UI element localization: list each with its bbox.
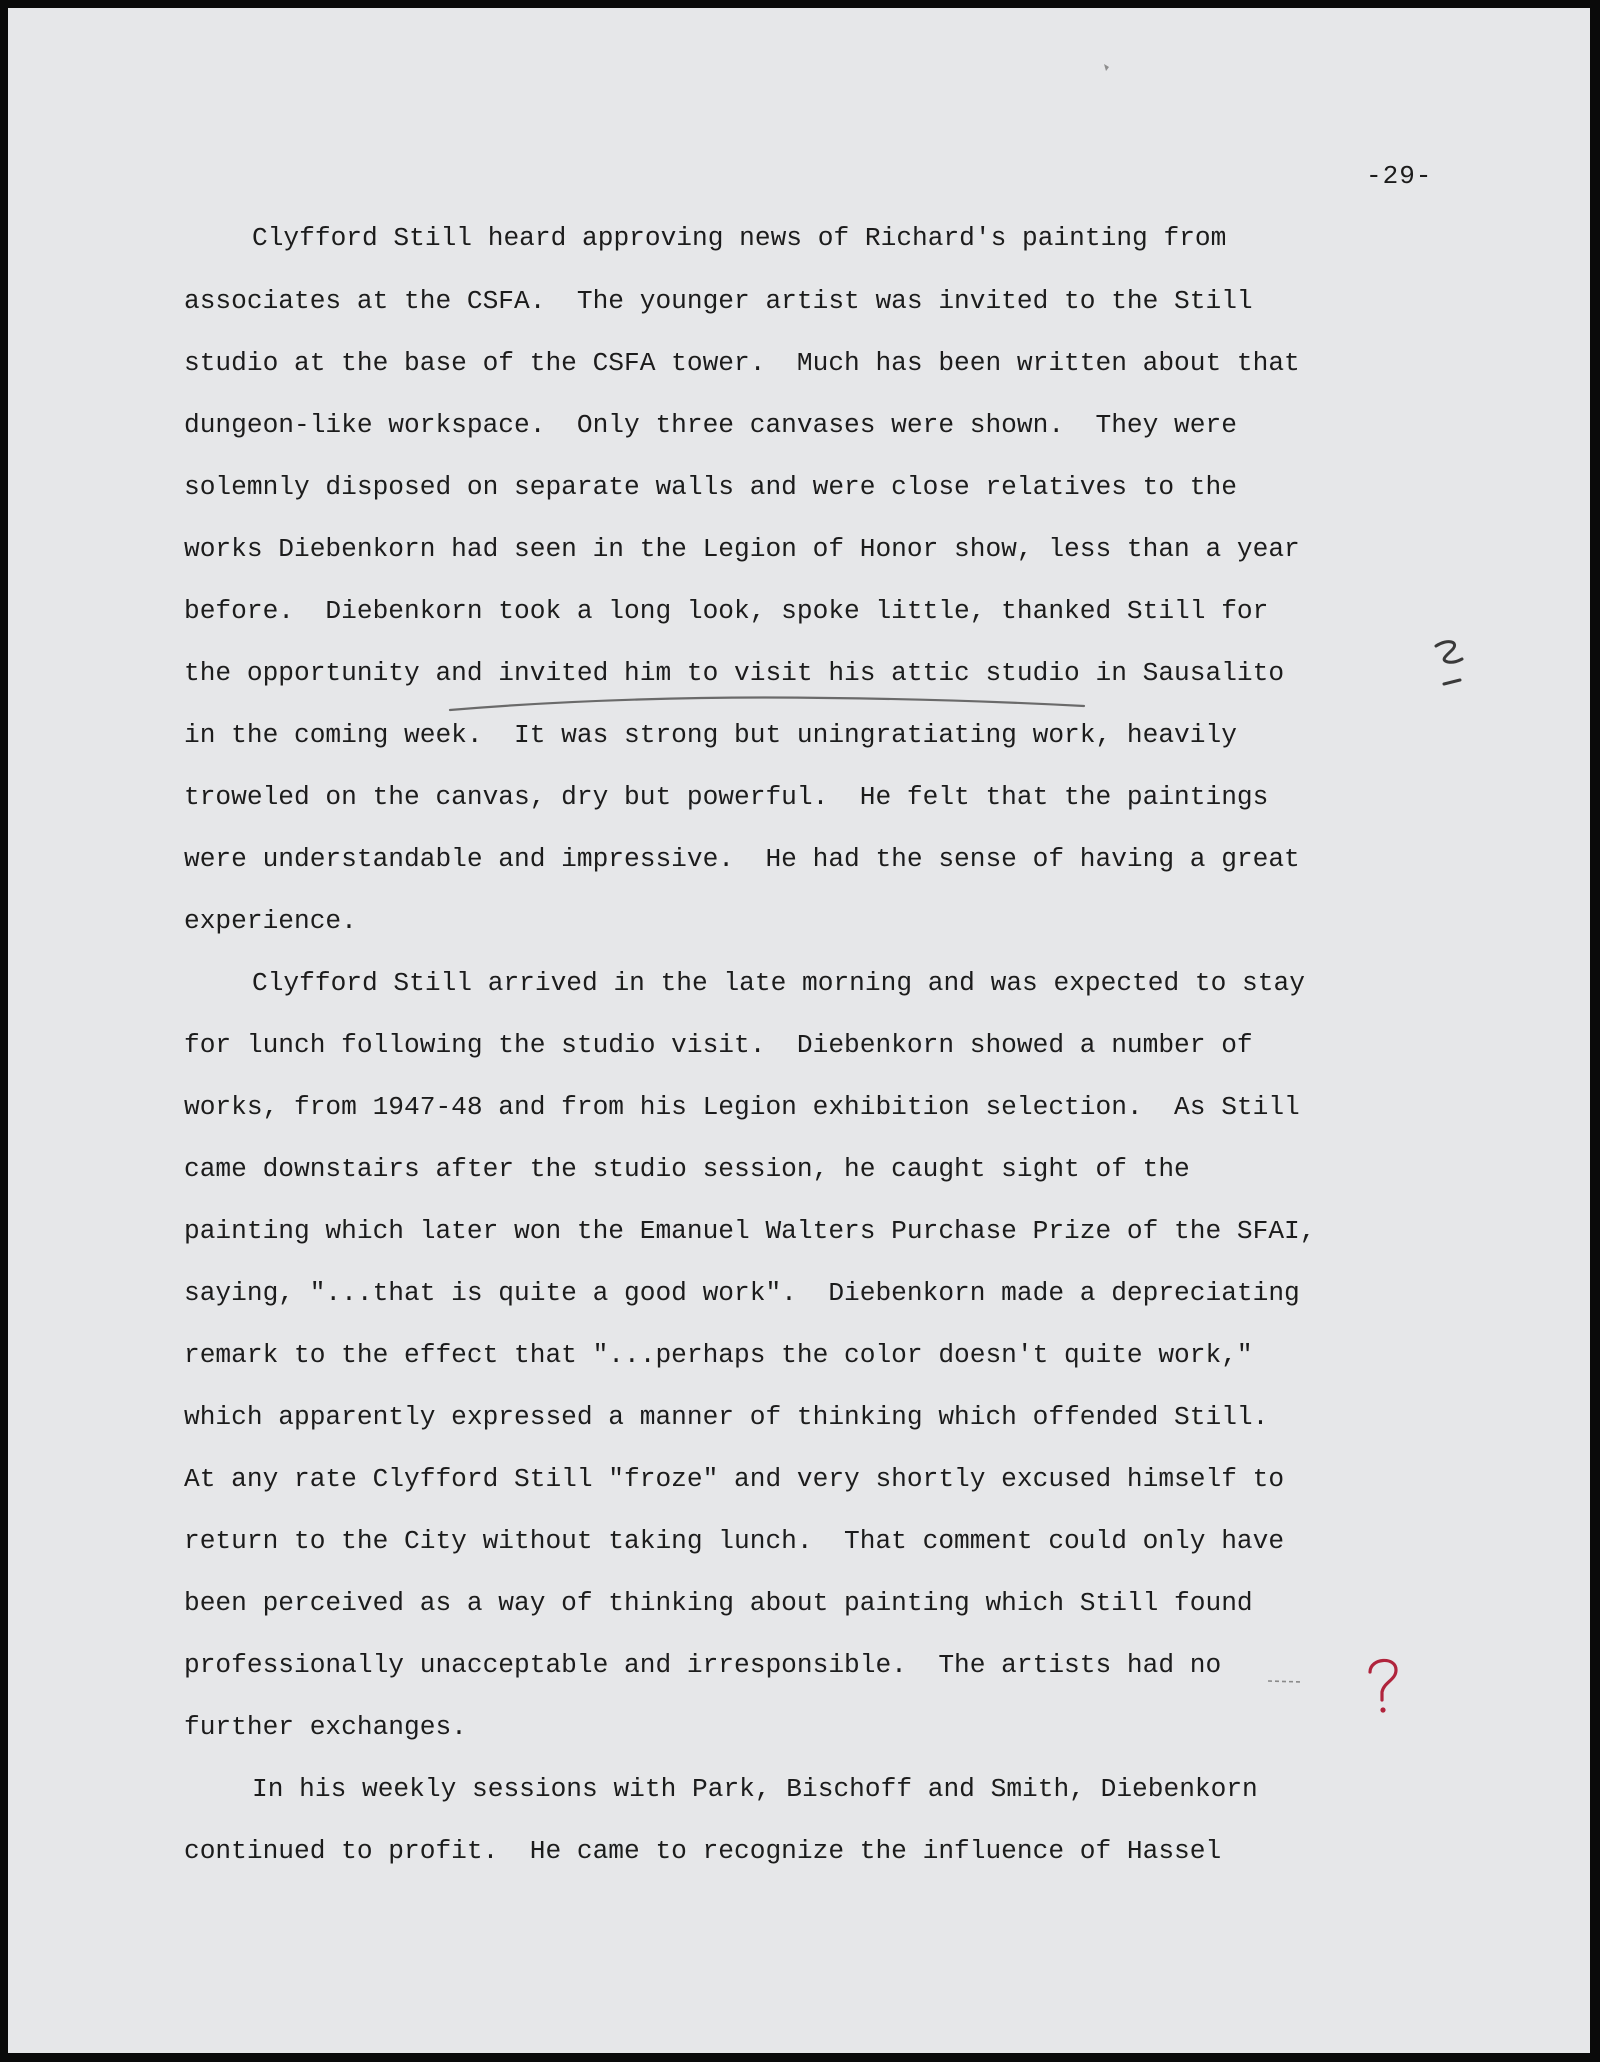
text-line-19: remark to the effect that "...perhaps the color doesn't quite work," (184, 1340, 1253, 1370)
text-line-22: return to the City without taking lunch. That comment could only have (184, 1526, 1285, 1556)
text-line-24: professionally unacceptable and irresponsible. The artists had no (184, 1650, 1222, 1680)
text-line-23: been perceived as a way of thinking about painting which Still found (184, 1588, 1253, 1618)
pencil-margin-mark (1426, 636, 1486, 696)
text-line-20: which apparently expressed a manner of thinking which offended Still. (184, 1402, 1269, 1432)
text-line-5: solemnly disposed on separate walls and were close relatives to the (184, 472, 1237, 502)
text-line-12: experience. (184, 906, 357, 936)
text-line-8: the opportunity and invited him to visit his attic studio in Sausalito (184, 658, 1285, 688)
text-line-17: painting which later won the Emanuel Walters Purchase Prize of the SFAI, (184, 1216, 1316, 1246)
text-line-2: associates at the CSFA. The younger artist was invited to the Still (184, 286, 1253, 316)
page-number: -29- (1366, 161, 1433, 191)
text-line-11: were understandable and impressive. He had the sense of having a great (184, 844, 1300, 874)
text-line-26: In his weekly sessions with Park, Bischoff and Smith, Diebenkorn (252, 1774, 1258, 1804)
text-line-4: dungeon-like workspace. Only three canvases were shown. They were (184, 410, 1237, 440)
text-line-27: continued to profit. He came to recognize the influence of Hassel (184, 1836, 1222, 1866)
pencil-dash (1266, 1676, 1306, 1686)
text-line-15: works, from 1947-48 and from his Legion exhibition selection. As Still (184, 1092, 1300, 1122)
text-line-16: came downstairs after the studio session, he caught sight of the (184, 1154, 1190, 1184)
text-line-6: works Diebenkorn had seen in the Legion of Honor show, less than a year (184, 534, 1300, 564)
text-line-7: before. Diebenkorn took a long look, spoke little, thanked Still for (184, 596, 1269, 626)
text-line-18: saying, "...that is quite a good work". Diebenkorn made a depreciating (184, 1278, 1300, 1308)
text-line-9: in the coming week. It was strong but uningratiating work, heavily (184, 720, 1237, 750)
text-line-21: At any rate Clyfford Still "froze" and very shortly excused himself to (184, 1464, 1285, 1494)
text-line-13: Clyfford Still arrived in the late morning and was expected to stay (252, 968, 1305, 998)
text-line-10: troweled on the canvas, dry but powerful. He felt that the paintings (184, 782, 1269, 812)
text-line-25: further exchanges. (184, 1712, 467, 1742)
document-page (8, 8, 1590, 2053)
pencil-underline (448, 686, 1088, 716)
text-line-3: studio at the base of the CSFA tower. Much has been written about that (184, 348, 1300, 378)
paper-speck (1098, 58, 1118, 78)
text-line-14: for lunch following the studio visit. Diebenkorn showed a number of (184, 1030, 1253, 1060)
text-line-1: Clyfford Still heard approving news of Richard's painting from (252, 223, 1227, 253)
red-question-mark (1360, 1654, 1410, 1720)
